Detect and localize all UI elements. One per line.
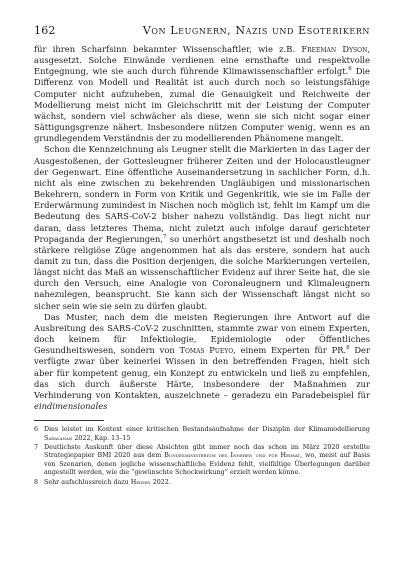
text-run: Sehr aufschlussreich dazu xyxy=(44,478,131,486)
text-run: Die Differenz von Modell und Realität ist auch durch noch so leistungsfähige Computer nicht aufzuheben, zumal die Genauigkeit und Reichweite der Modellierung meist nicht im Gleichschritt mit der Leistung der Computer wächst, sondern viel schwächer als diese, wenn sie sich nicht sogar einer Sättigungsgrenze nähert. Insbesondere nützen Computer wenig, wenn es an grundlegendem Verständnis der zu modellierenden Phänomene mangelt. xyxy=(34,66,370,144)
footnote xyxy=(34,479,370,487)
footnote-number: 7 xyxy=(34,443,39,451)
footnote-ref: 7 xyxy=(163,233,167,240)
person-name: Freeman Dyson xyxy=(301,44,368,54)
footnote-rule xyxy=(34,420,104,421)
footnote-text xyxy=(44,444,370,478)
paragraph xyxy=(34,144,370,311)
text-run: , wo, meist auf Basis von Szenarien, denen jegliche wissenschaftliche Evidenz fehlt, vielfältige Überlegungen darüber angestellt werden, wie die “gewünschte Schockwirkung” erzielt werden könne. xyxy=(44,452,370,477)
person-name: Heinen xyxy=(130,478,151,486)
running-title: Von Leugnern, Nazis und Esoterikern xyxy=(142,24,370,37)
footnote-text xyxy=(44,426,370,443)
text-run: , einem Experten für PR. xyxy=(233,345,347,356)
text-run: 2022. xyxy=(150,478,171,486)
footnote xyxy=(34,444,370,478)
body-text xyxy=(34,44,370,412)
text-run: Der verfügte zwar über keinerlei Wissen in den betreffenden Fragen, hielt sich aber für kompetent genug, ein Konzept zu entwickeln und ließ zu empfehlen, das sich durch äußerste Härte, insbesondere der Maßnahmen zur Verhinderung von Kontakten, auszeichnete – geradezu ein Paradebeispiel für xyxy=(34,345,370,400)
paragraph xyxy=(34,312,370,412)
page-number: 162 xyxy=(34,24,56,37)
text-run: , ausgesetzt. Solche Einwände verdienen eine ernsthafte und respektvolle Entgegnung, wie sie auch durch führende Klimawissenschaftler erfolgt. xyxy=(34,44,370,77)
footnote-ref: 6 xyxy=(348,66,352,73)
text-run: so unerhört angstbesetzt ist und deshalb noch stärkere religiöse Züge angenommen hat als das erstere, sondern hat auch damit zu tun, dass die Position derjenigen, die solche Markierungen verteilen, längst nicht das Maß an wissenschaftlicher Evidenz auf ihrer Seite hat, die sie durch den Versuch, eine Analogie von Coronaleugnern und Klimaleugnern nahezulegen, beansprucht. Sie kann sich der Wissenschaft längst nicht so sicher sein wie sie sein zu dürfen glaubt. xyxy=(34,233,370,311)
text-run: Dies leistet im Kontext einer kritischen Bestandsaufnahme der Disziplin der Klimamodellierung xyxy=(44,426,370,434)
footnote xyxy=(34,426,370,443)
text-run: Das Muster, nach dem die meisten Regierungen ihre Antwort auf die Ausbreitung des SARS-CoV-2 zuschnitten, stammte zwar von einem Experten, doch keinem für Infektiologie, Epidemiologie oder Öffentliches Gesundheitswesen, sondern von xyxy=(34,311,370,356)
person-name: Tomas Pueyo xyxy=(179,345,234,356)
text-run: Deutlichste Auskunft über diese Absichten gibt immer noch das schon im März 2020 erstellte Strategiepapier BMI 2020 aus dem xyxy=(44,443,370,460)
emphasis: eindimensionales xyxy=(34,401,108,411)
running-header xyxy=(34,24,370,37)
footnote-ref: 8 xyxy=(346,345,350,352)
book-page xyxy=(34,24,370,488)
footnotes xyxy=(34,426,370,487)
paragraph xyxy=(34,44,370,144)
footnote-text xyxy=(44,479,370,487)
person-name: Saravanan xyxy=(44,434,73,442)
footnote-number: 6 xyxy=(34,426,39,434)
text-run: für ihren Scharfsinn bekannter Wissenschaftler, wie z.B. xyxy=(34,44,302,54)
person-name: Bundesministerium des Inneren und für Heimat xyxy=(164,452,301,460)
text-run: 2022, Kap. 13–15 xyxy=(72,434,131,442)
text-run: Schon die Kennzeichnung als Leugner stellt die Markierten in das Lager der Ausgestoßenen, der Gottesleugner früherer Zeiten und der Holocaustleugner der Gegenwart. Eine öffentliche Auseinandersetzung in sachlicher Form, d.h. nicht als eine zwischen zu bekehrenden Ungläubigen und missionarischen Bekehrern, sondern in Form von Kritik und Gegenkritik, wie sie im Falle der Erderwärmung zumindest in Nischen noch möglich ist, fehlt im Kampf um die Bedeutung des SARS-CoV-2 bisher nahezu vollständig. Das liegt nicht nur daran, dass letzteres Thema, nicht zuletzt auch infolge darauf gerichteter Propaganda der Regierungen, xyxy=(34,144,370,244)
footnote-number: 8 xyxy=(34,478,39,486)
